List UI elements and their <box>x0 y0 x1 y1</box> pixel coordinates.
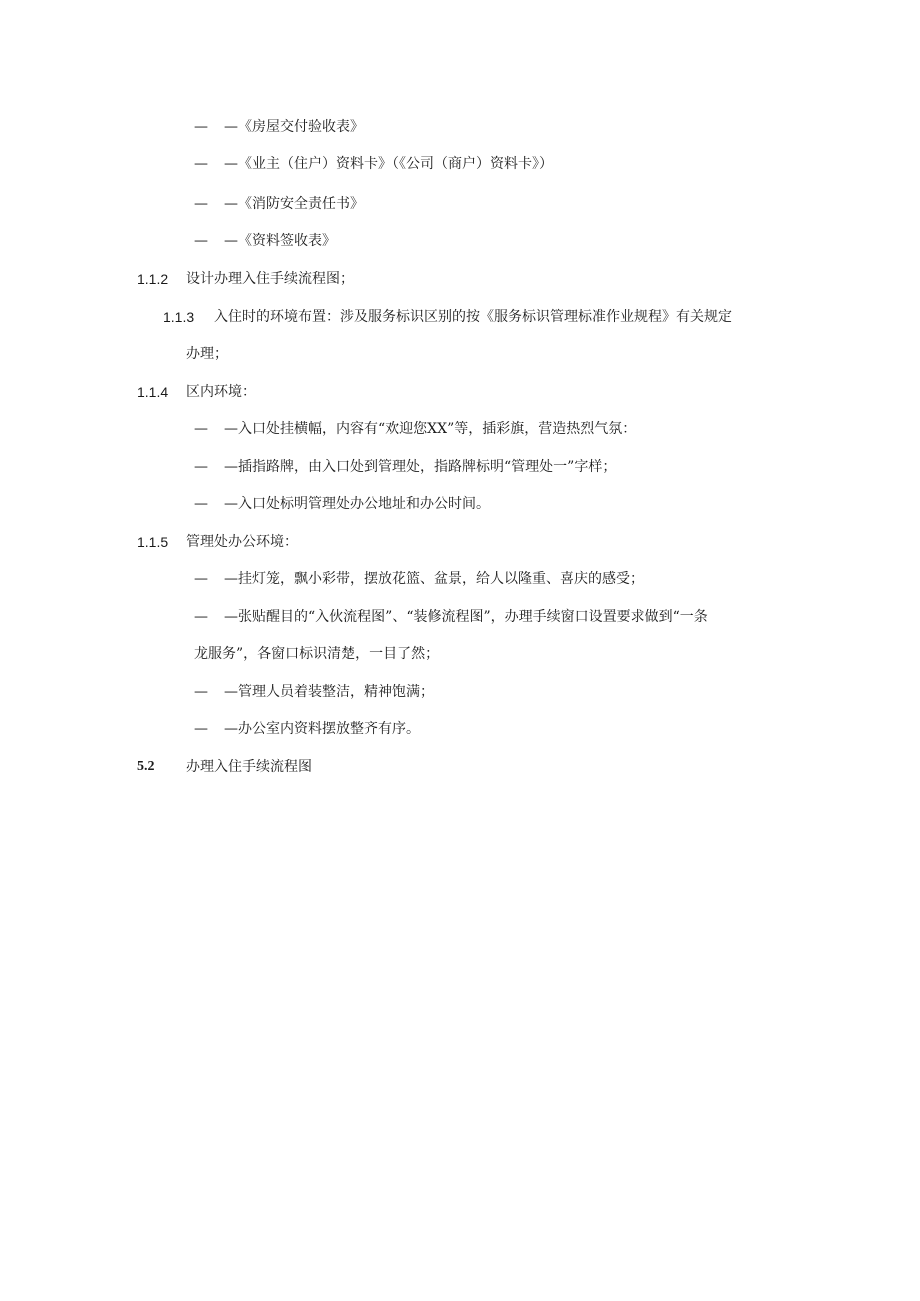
bullet-dash: — <box>194 459 208 475</box>
section-heading-5-2: 办理入住手续流程图 <box>186 759 312 775</box>
list-item-banner: —入口处挂横幅，内容有“欢迎您XX”等，插彩旗，营造热烈气氛： <box>224 421 637 437</box>
section-number-1-1-4: 1.1.4 <box>137 384 169 400</box>
list-item-document-receipt-form: —《资料签收表》 <box>224 233 336 249</box>
section-text-1-1-3: 入住时的环境布置：涉及服务标识区别的按《服务标识管理标准作业规程》有关规定 <box>214 309 732 325</box>
section-number-1-1-3: 1.1.3 <box>163 309 195 325</box>
list-item-house-delivery-form: —《房屋交付验收表》 <box>224 119 364 135</box>
list-item-fire-safety-letter: —《消防安全责任书》 <box>224 196 364 212</box>
bullet-dash: — <box>194 684 208 700</box>
section-text-1-1-3-continued: 办理； <box>186 346 228 362</box>
section-text-1-1-2: 设计办理入住手续流程图； <box>186 271 354 287</box>
list-item-owner-info-card: —《业主（住户）资料卡》（《公司（商户）资料卡》） <box>224 156 553 172</box>
list-item-flowcharts: —张贴醒目的“入伙流程图”、“装修流程图”，办理手续窗口设置要求做到“一条 <box>224 609 708 625</box>
section-number-5-2: 5.2 <box>137 759 155 774</box>
section-text-1-1-5: 管理处办公环境： <box>186 534 298 550</box>
list-item-staff-dress: —管理人员着装整洁，精神饱满； <box>224 684 434 700</box>
bullet-dash: — <box>194 421 208 437</box>
bullet-dash: — <box>194 571 208 587</box>
bullet-dash: — <box>194 721 208 737</box>
bullet-dash: — <box>194 196 208 212</box>
list-item-lanterns: —挂灯笼，飘小彩带，摆放花篮、盆景，给人以隆重、喜庆的感受； <box>224 571 644 587</box>
section-number-1-1-2: 1.1.2 <box>137 271 169 287</box>
list-item-office-address: —入口处标明管理处办公地址和办公时间。 <box>224 496 490 512</box>
bullet-dash: — <box>194 609 208 625</box>
bullet-dash: — <box>194 119 208 135</box>
bullet-dash: — <box>194 233 208 249</box>
section-text-1-1-4: 区内环境： <box>186 384 256 400</box>
list-item-flowcharts-continued: 龙服务”，各窗口标识清楚，一目了然； <box>194 646 440 662</box>
list-item-signpost: —插指路牌，由入口处到管理处，指路牌标明“管理处一”字样； <box>224 459 617 475</box>
bullet-dash: — <box>194 496 208 512</box>
bullet-dash: — <box>194 156 208 172</box>
list-item-office-documents: —办公室内资料摆放整齐有序。 <box>224 721 420 737</box>
section-number-1-1-5: 1.1.5 <box>137 534 169 550</box>
